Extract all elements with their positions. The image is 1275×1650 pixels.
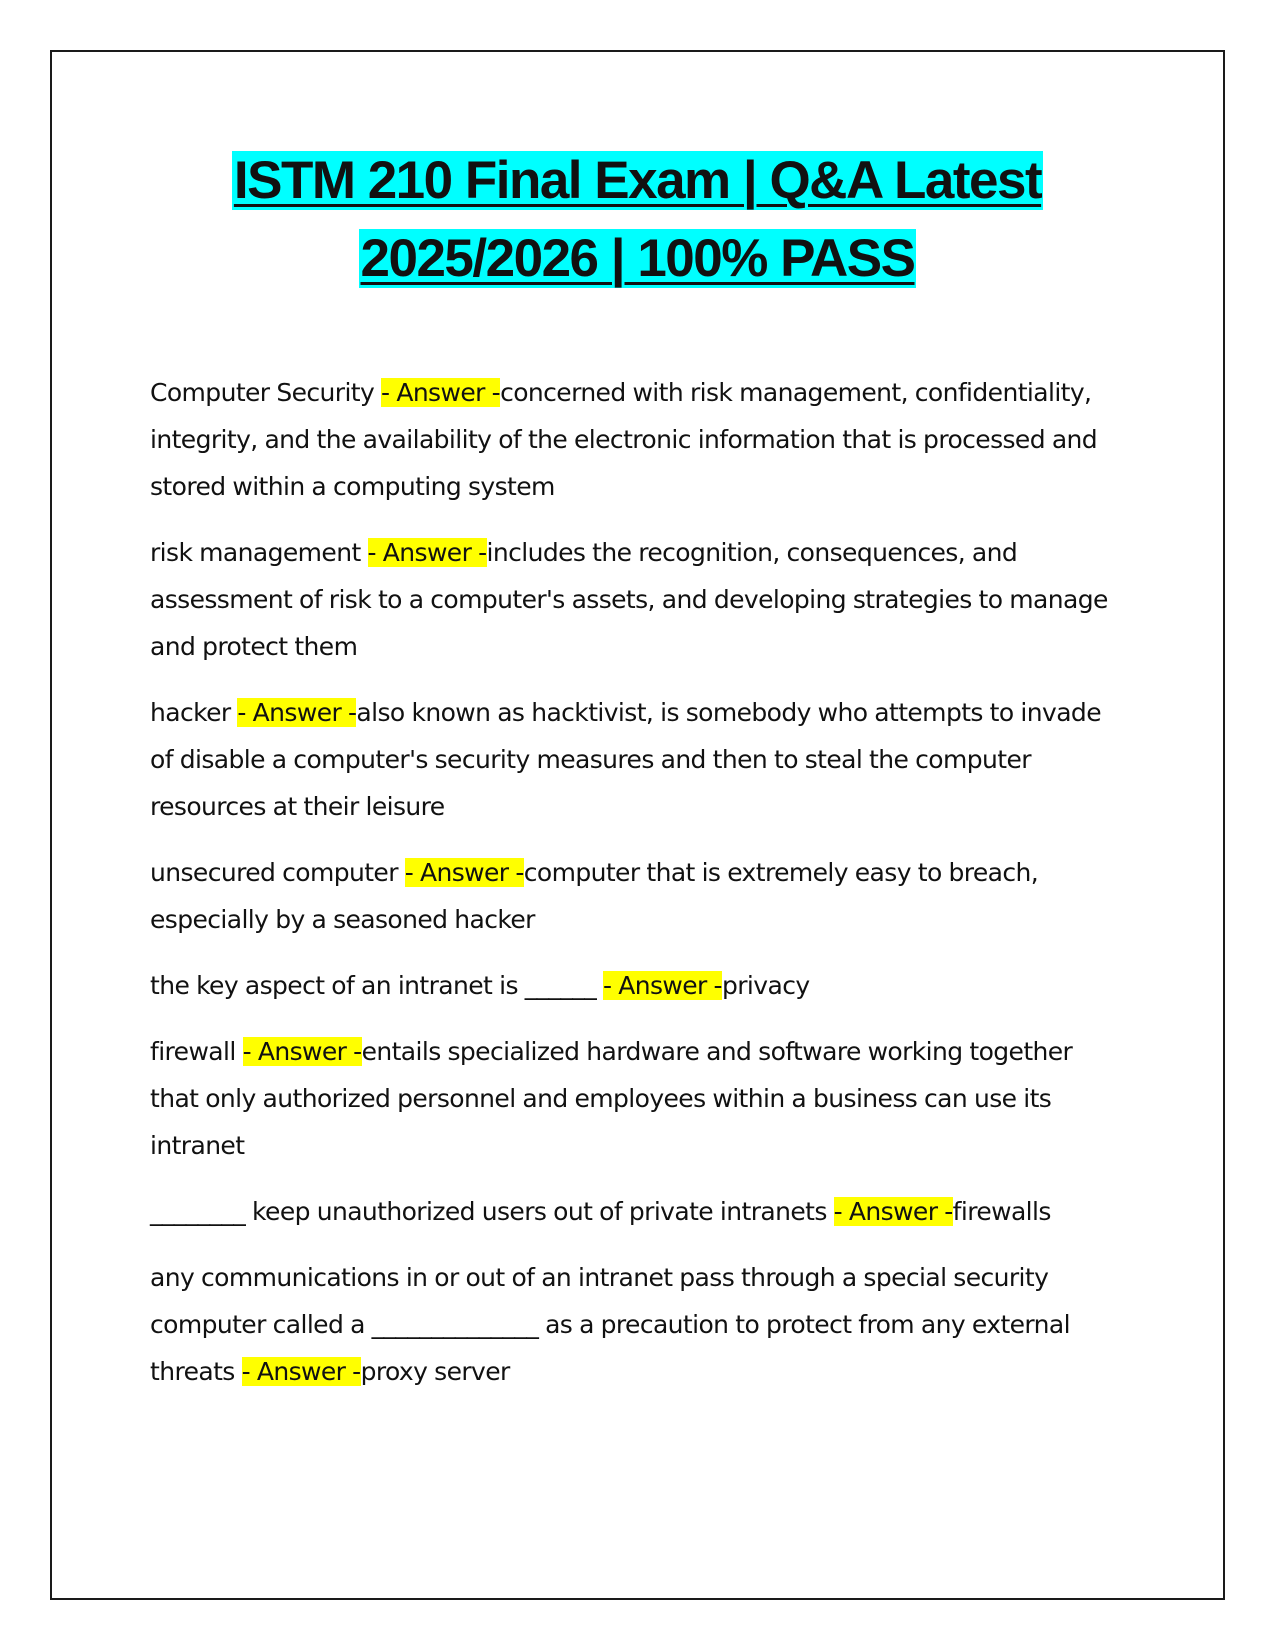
qa-item [150,962,1110,1009]
answer-tag: - Answer - [833,1197,953,1226]
qa-definition: includes the recognition, consequences, and assessment of risk to a computer's assets, and developing strategies to manage and protect them [150,538,1108,661]
title-line-1: ISTM 210 Final Exam | Q&A Latest [233,151,1042,210]
document-title [0,142,1275,298]
qa-list [150,369,1110,1414]
answer-tag: - Answer - [242,1037,362,1066]
title-line-2: 2025/2026 | 100% PASS [360,229,915,288]
qa-item [150,1254,1110,1395]
qa-definition: computer that is extremely easy to breach, especially by a seasoned hacker [150,858,1039,934]
qa-item [150,1028,1110,1169]
qa-item [150,689,1110,830]
qa-definition: proxy server [360,1357,510,1386]
qa-term: risk management [150,538,368,567]
qa-definition: concerned with risk management, confidentiality, integrity, and the availability of the electronic information that is processed and stored within a computing system [150,378,1098,501]
qa-definition: entails specialized hardware and software working together that only authorized personnel and employees within a business can use its intranet [150,1037,1073,1160]
qa-term: ________ keep unauthorized users out of private intranets [150,1197,834,1226]
qa-term: any communications in or out of an intranet pass through a special security computer called a ______________ as a precaution to protect from any external threats [150,1263,1070,1386]
answer-tag: - Answer - [367,538,487,567]
qa-item [150,529,1110,670]
answer-tag: - Answer - [381,378,501,407]
qa-term: unsecured computer [150,858,405,887]
qa-item [150,849,1110,943]
answer-tag: - Answer - [237,698,357,727]
qa-term: the key aspect of an intranet is ______ [150,971,603,1000]
qa-definition: privacy [721,971,810,1000]
qa-term: firewall [150,1037,243,1066]
qa-definition: firewalls [952,1197,1051,1226]
qa-item [150,1188,1110,1235]
qa-term: hacker [150,698,238,727]
answer-tag: - Answer - [241,1357,361,1386]
answer-tag: - Answer - [602,971,722,1000]
answer-tag: - Answer - [404,858,524,887]
qa-term: Computer Security [150,378,382,407]
qa-item [150,369,1110,510]
qa-definition: also known as hacktivist, is somebody who attempts to invade of disable a computer's security measures and then to steal the computer resources at their leisure [150,698,1101,821]
